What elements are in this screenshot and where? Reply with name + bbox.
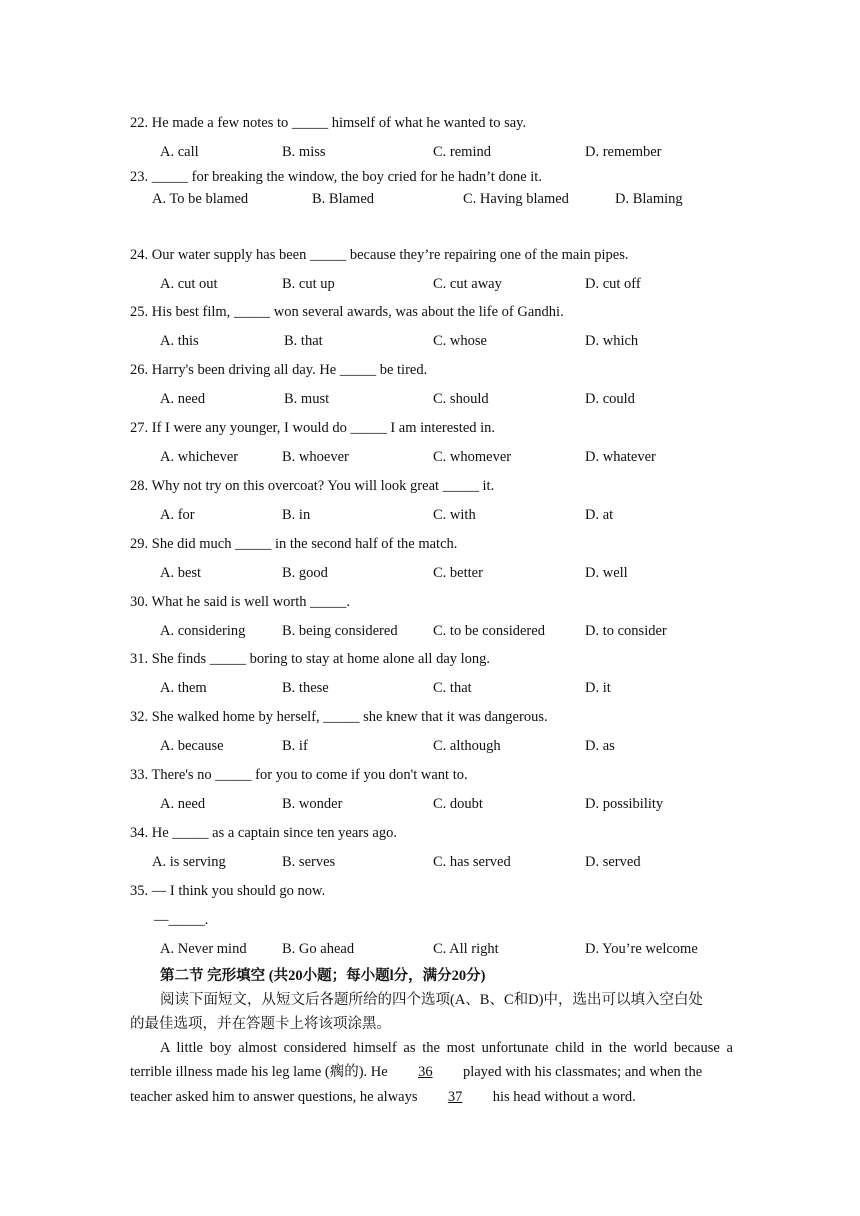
question-stem: 34. He _____ as a captain since ten years ago. (130, 825, 397, 841)
blank-36: 36 (418, 1064, 433, 1080)
option-d: D. well (585, 565, 628, 581)
option-d: D. served (585, 854, 641, 870)
option-a: A. call (160, 144, 199, 160)
question-stem: 28. Why not try on this overcoat? You will look great _____ it. (130, 478, 495, 494)
option-d: D. to consider (585, 623, 667, 639)
option-c: C. whomever (433, 449, 512, 465)
question-stem: 23. _____ for breaking the window, the boy cried for he hadn’t done it. (130, 169, 542, 185)
option-c: C. All right (433, 941, 499, 957)
option-a: A. To be blamed (152, 191, 249, 207)
option-b: B. serves (282, 854, 336, 870)
instruction-line-1: 阅读下面短文，从短文后各题所给的四个选项(A、B、C和D)中，选出可以填入空白处 (160, 992, 703, 1008)
option-b: B. wonder (282, 796, 343, 812)
passage-text: terrible illness made his leg lame (瘸的). He (130, 1064, 388, 1080)
option-d: D. remember (585, 144, 662, 160)
option-a: A. need (160, 796, 206, 812)
option-b: B. miss (282, 144, 326, 160)
option-b: B. that (284, 333, 323, 349)
passage-text: teacher asked him to answer questions, he always (130, 1089, 418, 1105)
option-a: A. is serving (152, 854, 226, 870)
option-c: C. with (433, 507, 476, 523)
option-d: D. it (585, 680, 611, 696)
option-a: A. cut out (160, 276, 218, 292)
passage-line-3 (130, 1088, 733, 1106)
option-c: C. has served (433, 854, 511, 870)
option-a: A. this (160, 333, 199, 349)
option-c: C. that (433, 680, 472, 696)
option-c: C. whose (433, 333, 487, 349)
passage-text: his head without a word. (492, 1089, 636, 1105)
option-b: B. Go ahead (282, 941, 355, 957)
question-stem: 35. ― I think you should go now. (130, 883, 326, 899)
blank-37: 37 (447, 1089, 463, 1105)
option-a: A. them (160, 680, 207, 696)
option-b: B. cut up (282, 276, 335, 292)
question-stem: 25. His best film, _____ won several awards, was about the life of Gandhi. (130, 304, 564, 320)
option-b: B. good (282, 565, 328, 581)
option-a: A. best (160, 565, 202, 581)
question-stem: 26. Harry's been driving all day. He _____ be tired. (130, 362, 428, 378)
option-d: D. You’re welcome (585, 941, 698, 957)
option-b: B. in (282, 507, 311, 523)
option-b: B. Blamed (312, 191, 375, 207)
section-heading: 第二节 完形填空 (共20小题；每小题l分，满分20分) (160, 968, 486, 984)
option-b: B. if (282, 738, 308, 754)
question-stem: 29. She did much _____ in the second half of the match. (130, 536, 458, 552)
option-c: C. remind (433, 144, 491, 160)
option-d: D. possibility (585, 796, 664, 812)
option-c: C. to be considered (433, 623, 545, 639)
option-d: D. cut off (585, 276, 641, 292)
option-a: A. for (160, 507, 195, 523)
option-b: B. whoever (282, 449, 349, 465)
option-b: B. these (282, 680, 329, 696)
option-a: A. need (160, 391, 206, 407)
option-a: A. because (160, 738, 224, 754)
option-c: C. better (433, 565, 483, 581)
option-c: C. although (433, 738, 501, 754)
option-c: C. cut away (433, 276, 502, 292)
option-d: D. which (585, 333, 639, 349)
passage-text: played with his classmates; and when the (462, 1064, 703, 1080)
option-a: A. whichever (160, 449, 239, 465)
question-stem: 32. She walked home by herself, _____ she knew that it was dangerous. (130, 709, 548, 725)
option-b: B. being considered (282, 623, 398, 639)
instruction-line-2: 的最佳选项，并在答题卡上将该项涂黑。 (130, 1016, 391, 1032)
passage-line-2 (130, 1063, 733, 1081)
question-stem: 30. What he said is well worth _____. (130, 594, 351, 610)
dialogue-reply: ―_____. (154, 912, 209, 928)
question-stem: 33. There's no _____ for you to come if you don't want to. (130, 767, 468, 783)
option-b: B. must (284, 391, 330, 407)
option-a: A. Never mind (160, 941, 247, 957)
option-c: C. doubt (433, 796, 483, 812)
option-a: A. considering (160, 623, 246, 639)
option-d: D. whatever (585, 449, 656, 465)
question-stem: 31. She finds _____ boring to stay at home alone all day long. (130, 651, 491, 667)
option-c: C. should (433, 391, 489, 407)
question-stem: 24. Our water supply has been _____ because they’re repairing one of the main pipes. (130, 247, 629, 263)
passage-line-1: A little boy almost considered himself as the most unfortunate child in the world because a (160, 1040, 733, 1056)
option-c: C. Having blamed (463, 191, 569, 207)
question-stem: 27. If I were any younger, I would do _____ I am interested in. (130, 420, 496, 436)
option-d: D. Blaming (615, 191, 683, 207)
question-stem: 22. He made a few notes to _____ himself of what he wanted to say. (130, 115, 527, 131)
option-d: D. at (585, 507, 614, 523)
option-d: D. as (585, 738, 615, 754)
option-d: D. could (585, 391, 635, 407)
